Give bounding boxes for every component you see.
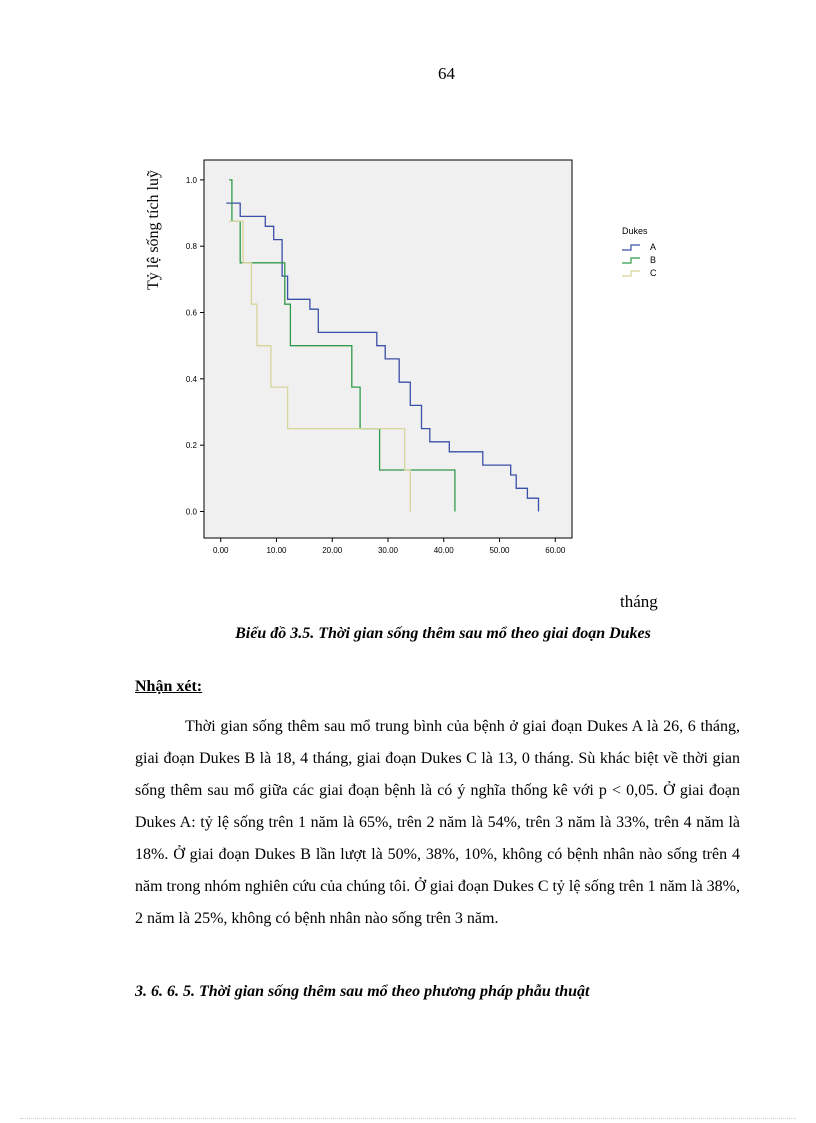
survival-chart-svg: [138, 150, 698, 570]
y-tick-label: 0.0: [185, 507, 197, 517]
body-text: [135, 711, 740, 935]
y-tick-label: 0.4: [185, 374, 197, 384]
x-tick-label: 30.00: [377, 546, 399, 555]
footer-rule: [20, 1118, 796, 1119]
legend-label-b: B: [650, 255, 657, 265]
x-tick-label: 20.00: [322, 546, 343, 555]
subsection-heading: 3. 6. 6. 5. Thời gian sống thêm sau mổ theo phương pháp phẫu thuật: [135, 983, 590, 1000]
y-tick-label: 0.6: [185, 308, 197, 318]
x-tick-label: 40.00: [433, 546, 454, 555]
legend-title: Dukes: [622, 226, 648, 236]
legend-symbol-a: [622, 245, 640, 250]
y-axis-ticks: [186, 176, 204, 517]
y-tick-label: 0.2: [185, 441, 197, 451]
legend-label-c: C: [650, 268, 657, 278]
x-axis-unit-label: tháng: [620, 592, 658, 611]
y-axis-label: Tỷ lệ sống tích luỹ: [145, 170, 162, 290]
x-axis-ticks: [213, 538, 566, 555]
legend-symbol-b: [622, 258, 640, 263]
paragraph: Thời gian sống thêm sau mổ trung bình của bệnh ở giai đoạn Dukes A là 26, 6 tháng, giai đoạn Dukes B là 18, 4 tháng, giai đoạn Dukes C là 13, 0 tháng. Sù khác biệt về thời gian sống thêm sau mổ giữa các giai đoạn bệnh là có ý nghĩa thống kê với p < 0,05. Ở giai đoạn Dukes A: tỷ lệ sống trên 1 năm là 65%, trên 2 năm là 54%, trên 3 năm là 33%, trên 4 năm là 18%. Ở giai đoạn Dukes B lần lượt là 50%, 38%, 10%, không có bệnh nhân nào sống trên 4 năm trong nhóm nghiên cứu của chúng tôi. Ở giai đoạn Dukes C tỷ lệ sống trên 1 năm là 38%, 2 năm là 25%, không có bệnh nhân nào sống trên 3 năm.: [135, 718, 740, 927]
figure-caption: Biểu đồ 3.5. Thời gian sống thêm sau mổ theo giai đoạn Dukes: [235, 625, 651, 642]
x-tick-label: 50.00: [489, 546, 510, 555]
section-heading: Nhận xét:: [135, 678, 203, 695]
legend-symbol-c: [622, 271, 640, 276]
legend: [622, 226, 657, 278]
x-tick-label: 10.00: [266, 546, 287, 555]
y-tick-label: 1.0: [185, 175, 197, 185]
page-number: 64: [438, 64, 455, 83]
survival-chart: [138, 150, 698, 570]
x-tick-label: 0.00: [212, 546, 229, 555]
legend-label-a: A: [650, 242, 657, 252]
y-tick-label: 0.8: [185, 242, 197, 252]
x-tick-label: 60.00: [545, 546, 566, 555]
